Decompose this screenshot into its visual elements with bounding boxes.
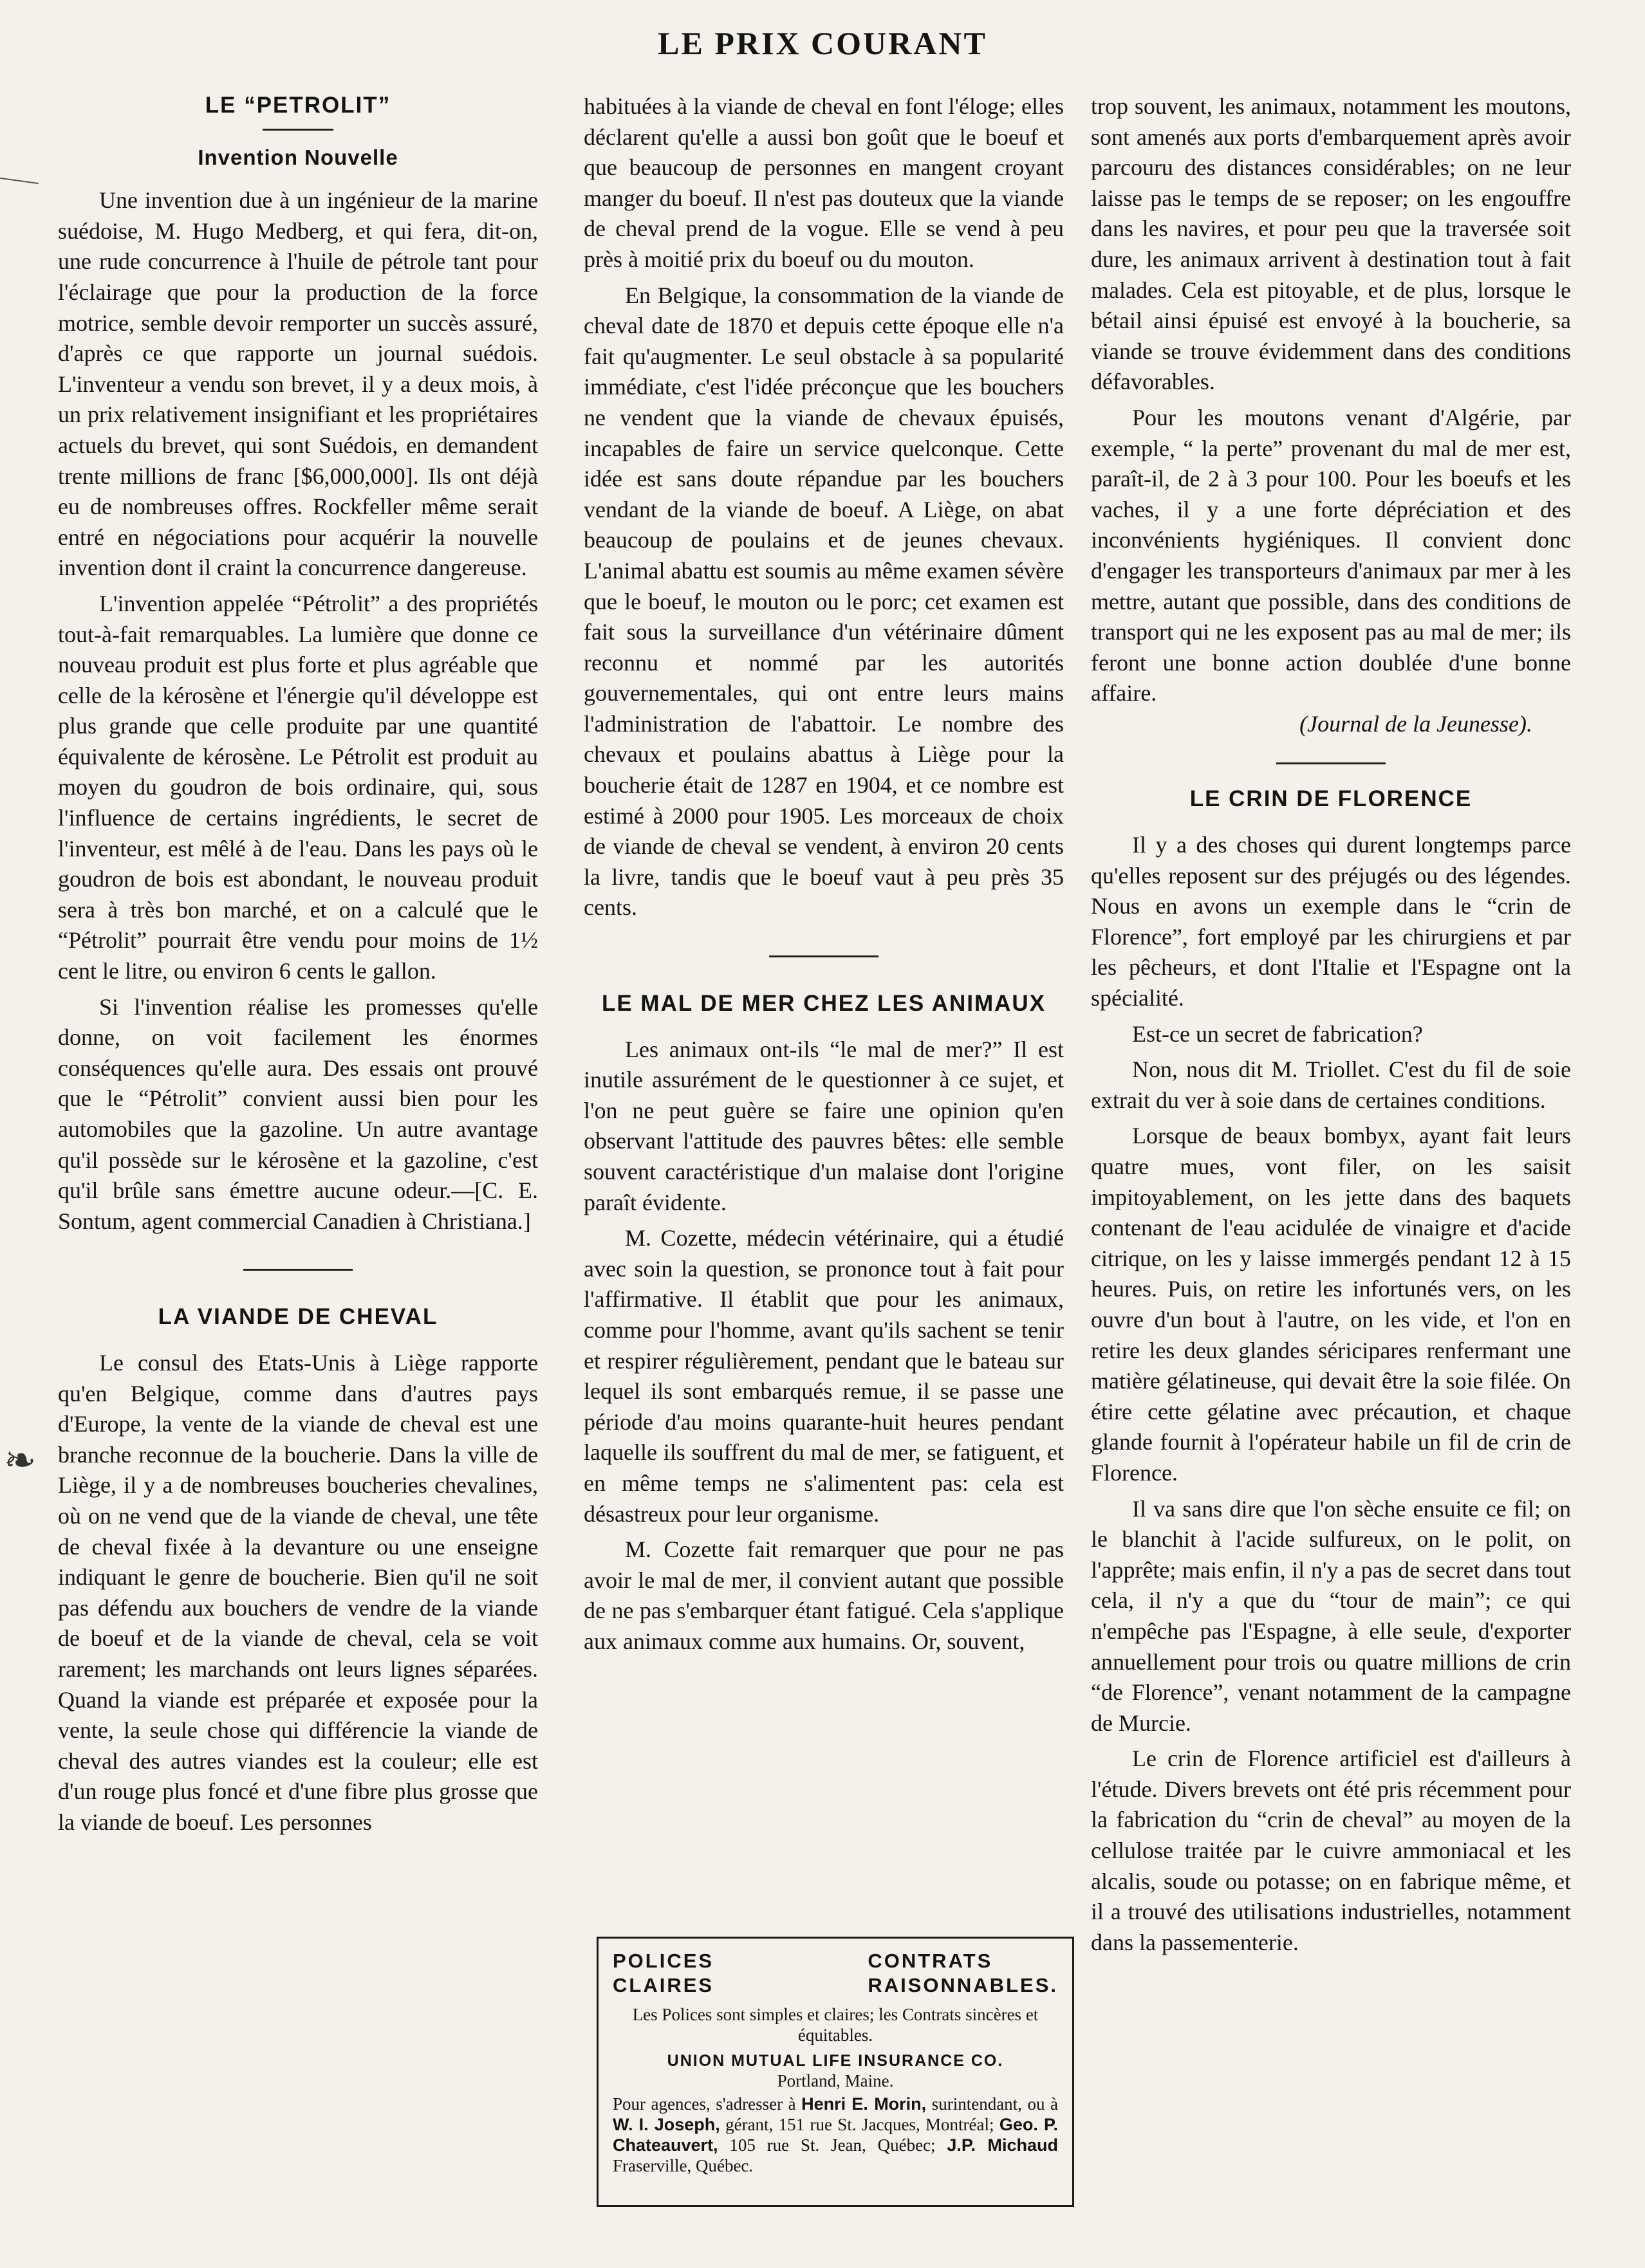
paragraph: Est-ce un secret de fabrication? xyxy=(1132,1020,1423,1047)
masthead-title: LE PRIX COURANT xyxy=(658,25,987,61)
column-1 xyxy=(58,90,538,1838)
agent-name: Henri E. Morin, xyxy=(801,2094,927,2114)
paragraph: En Belgique, la consommation de la viande de cheval date de 1870 et depuis cette époque elle n'a fait qu'augmenter. Le seul obstacle à sa popularité immédiate, c'est l'idée préconçue que les bouchers ne vendent que la viande de chevaux épuisés, incapables de faire un service quelconque. Cette idée est sans doute répandue par les bouchers vendant de la viande de boeuf. A Liège, on abat beaucoup de poulains et de jeunes chevaux. L'animal abattu est soumis au même examen sévère que le boeuf, le mouton ou le porc; cet examen est fait sous la surveillance d'un vétérinaire dûment reconnu et nommé par les autorités gouvernementales, qui ont entre leurs mains l'administration de l'abattoir. Le nombre des chevaux et poulains abattus à Liège pour la boucherie était de 1287 en 1904, et ce nombre est estimé à 2000 pour 1905. Les morceaux de choix de viande de cheval se vendent, à environ 20 cents la livre, tandis que le boeuf vaut à peu près 35 cents. xyxy=(584,282,1064,921)
article-title-mal-de-mer: LE MAL DE MER CHEZ LES ANIMAUX xyxy=(601,991,1046,1017)
section-divider xyxy=(243,1269,353,1271)
section-divider xyxy=(1276,762,1386,764)
column-2 xyxy=(584,91,1064,1657)
paragraph: Il y a des choses qui durent longtemps parce qu'elles reposent sur des préjugés ou des légendes. Nous en avons un exemple dans le “crin de Florence”, fort employé par les chirurgiens et par les pêcheurs, et dont l'Italie et l'Espagne ont la spécialité. xyxy=(1091,832,1571,1011)
paragraph: L'invention appelée “Pétrolit” a des propriétés tout-à-fait remarquables. La lumière que donne ce nouveau produit est plus forte et plus agréable que celle de la kérosène et l'énergie qu'il développe est plus grande que celle produite par une quantité équivalente de kérosène. Le Pétrolit est produit au moyen du goudron de bois ordinaire, qui, sous l'influence de certains ingrédients, le secret de l'inventeur, est mêlé à de l'eau. Dans les pays où le goudron de bois est abondant, le nouveau produit sera à très bon marché, et on a calculé que le “Pétrolit” pourrait être vendu pour moins de 1½ cent le litre, ou environ 6 cents le gallon. xyxy=(58,590,538,984)
paragraph: Non, nous dit M. Triollet. C'est du fil de soie extrait du ver à soie dans de certaines conditions. xyxy=(1091,1056,1571,1113)
ad-agents xyxy=(613,2094,1058,2176)
margin-scribble: ❧ xyxy=(4,1439,37,1482)
agent-name: Geo. P. Chateauvert, xyxy=(613,2115,1059,2155)
ad-agents-text: Fraserville, Québec. xyxy=(613,2156,754,2175)
ad-tagline: Les Polices sont simples et claires; les Contrats sincères et équitables. xyxy=(632,2005,1039,2045)
paragraph: Pour les moutons venant d'Algérie, par exemple, “ la perte” provenant du mal de mer est, paraît-il, de 2 à 3 pour 100. Pour les boeufs et les vaches, il y a une forte dépréciation et des inconvénients hygiéniques. Il convient donc d'engager les transporteurs d'animaux par mer à les mettre, autant que possible, dans des conditions de transport qui ne les exposent pas au mal de mer; ils feront une bonne action doublée d'une bonne affaire. xyxy=(1091,404,1571,706)
article-title-petrolit: LE “PETROLIT” xyxy=(205,93,391,118)
paragraph: Les animaux ont-ils “le mal de mer?” Il est inutile assurément de le questionner à ce sujet, et l'on ne peut guère se faire une opinion qu'en observant l'attitude des pauvres bêtes: elle semble souvent caractéristique d'un malaise dont l'origine paraît évidente. xyxy=(584,1036,1064,1215)
paragraph-continued: habituées à la viande de cheval en font l'éloge; elles déclarent qu'elle a aussi bon goût que le boeuf et que beaucoup de personnes en mangent croyant manger du boeuf. Il n'est pas douteux que la viande de cheval prend de la vogue. Elle se vend à peu près à moitié prix du boeuf ou du mouton. xyxy=(584,93,1064,272)
ad-agents-text: surintendant, ou à xyxy=(926,2094,1058,2114)
ad-agents-text: 105 rue St. Jean, Québec; xyxy=(718,2135,947,2155)
paragraph: Si l'invention réalise les promesses qu'elle donne, on voit facilement les énormes conséquences qu'elle aura. Des essais ont prouvé que le “Pétrolit” convient aussi bien pour les automobiles que la gazoline. Un autre avantage qu'il possède sur le kérosène et la gazoline, c'est qu'il brûle sans émettre aucune odeur.—[C. E. Sontum, agent commercial Canadien à Christiana.] xyxy=(58,993,538,1234)
section-divider xyxy=(769,955,878,957)
paragraph-continued: trop souvent, les animaux, notamment les moutons, sont amenés aux ports d'embarquement après avoir parcouru des distances considérables; on ne leur laisse pas le temps de se reposer; on les engouffre dans les navires, et pour peu que la traversée soit dure, les animaux arrivent à destination tout à fait malades. Cela est pitoyable, et de plus, lorsque le bétail ainsi épuisé est envoyé à la boucherie, sa viande se trouve évidemment dans des conditions défavorables. xyxy=(1091,93,1571,395)
paragraph: Lorsque de beaux bombyx, ayant fait leurs quatre mues, vont filer, on les saisit impitoyablement, on les jette dans des baquets contenant de l'eau acidulée de vinaigre et d'acide citrique, on les y laisse immergés pendant 12 à 15 heures. Puis, on retire les infortunés vers, on les ouvre d'un bout à l'autre, on les vide, et l'on en retire les deux glandes séricipares renfermant une matière gélatineuse, qui devait être la soie filée. On étire cette gélatine avec précaution, et chaque glande fournit à l'opérateur habile un fil de crin de Florence. xyxy=(1091,1123,1571,1486)
paragraph: Le consul des Etats-Unis à Liège rapporte qu'en Belgique, comme dans d'autres pays d'Europe, la vente de la viande de cheval est une branche reconnue de la boucherie. Dans la ville de Liège, il y a de nombreuses boucheries chevalines, où on ne vend que de la viande de cheval, une tête de cheval fixée à la devanture ou une enseigne indiquant le genre de boucherie. Bien qu'il ne soit pas défendu aux bouchers de vendre de la viande de boeuf et de la viande de cheval, cela se voit rarement; les marchands ont leurs lignes séparées. Quand la viande est préparée et exposée pour la vente, la seule chose qui différencie la viande de cheval des autres viandes est la couleur; elle est d'un rouge plus foncé et d'une fibre plus grosse que la viande de boeuf. Les personnes xyxy=(58,1349,538,1835)
insurance-advertisement xyxy=(597,1937,1074,2207)
paragraph: Il va sans dire que l'on sèche ensuite ce fil; on le blanchit à l'acide sulfureux, on le polit, on l'apprête; mais enfin, il n'y a pas de secret dans tout cela, il n'y a que du “tour de main”; ce qui n'empêche pas l'Espagne, à elle seule, d'exporter annuellement pour trois ou quatre millions de crin “de Florence”, venant notamment de la campagne de Murcie. xyxy=(1091,1495,1571,1736)
margin-mark xyxy=(0,178,39,184)
article-title-crin: LE CRIN DE FLORENCE xyxy=(1189,786,1473,812)
ad-right-heading: CONTRATS RAISONNABLES. xyxy=(868,1950,1058,1996)
ad-left-heading: POLICES CLAIRES xyxy=(613,1950,714,1996)
paragraph: M. Cozette fait remarquer que pour ne pas avoir le mal de mer, il convient autant que possible de ne pas s'embarquer étant fatigué. Cela s'applique aux animaux comme aux humains. Or, souvent, xyxy=(584,1536,1064,1654)
ad-agents-text: gérant, 151 rue St. Jacques, Montréal; xyxy=(720,2115,999,2134)
title-rule xyxy=(263,129,333,131)
ad-company: UNION MUTUAL LIFE INSURANCE CO. xyxy=(667,2052,1004,2070)
paragraph: Le crin de Florence artificiel est d'ailleurs à l'étude. Divers brevets ont été pris récemment pour la fabrication du “crin de cheval” au moyen de la cellulose traitée par le cuivre ammoniacal et les alcalis, soude ou potasse; on en fabrique même, et il a trouvé des utilisations industrielles, notamment dans la passementerie. xyxy=(1091,1746,1571,1955)
ad-header xyxy=(613,1949,1058,1998)
ad-city: Portland, Maine. xyxy=(777,2071,894,2090)
article-title-viande: LA VIANDE DE CHEVAL xyxy=(158,1304,438,1330)
article-subtitle-invention: Invention Nouvelle xyxy=(198,145,398,169)
column-3 xyxy=(1091,91,1571,1958)
ad-agents-text: Pour agences, s'adresser à xyxy=(613,2094,802,2114)
agent-name: W. I. Joseph, xyxy=(613,2115,720,2134)
article-source: (Journal de la Jeunesse). xyxy=(1299,710,1532,737)
paragraph: Une invention due à un ingénieur de la marine suédoise, M. Hugo Medberg, et qui fera, dit-on, une rude concurrence à l'huile de pétrole tant pour l'éclairage que pour la production de la force motrice, semble devoir remporter un succès assuré, d'après ce que rapporte un journal suédois. L'inventeur a vendu son brevet, il y a deux mois, à un prix relativement insignifiant et les propriétaires actuels du brevet, qui sont Suédois, en demandent trente millions de franc [$6,000,000]. Ils ont déjà eu de nombreuses offres. Rockfeller même serait entré en négociations pour acquérir la nouvelle invention dont il craint la concurrence dangereuse. xyxy=(58,187,538,581)
paragraph: M. Cozette, médecin vétérinaire, qui a étudié avec soin la question, se prononce tout à fait pour l'affirmative. Il établit que pour les animaux, comme pour l'homme, avant qu'ils sachent se tenir et respirer régulièrement, pendant que le bateau sur lequel ils sont embarqués remue, il se passe une période d'au moins quarante-huit heures pendant laquelle ils souffrent du mal de mer, se fatiguent, et en même temps ne s'alimentent pas: cela est désastreux pour leur organisme. xyxy=(584,1225,1064,1527)
agent-name: J.P. Michaud xyxy=(947,2135,1058,2155)
